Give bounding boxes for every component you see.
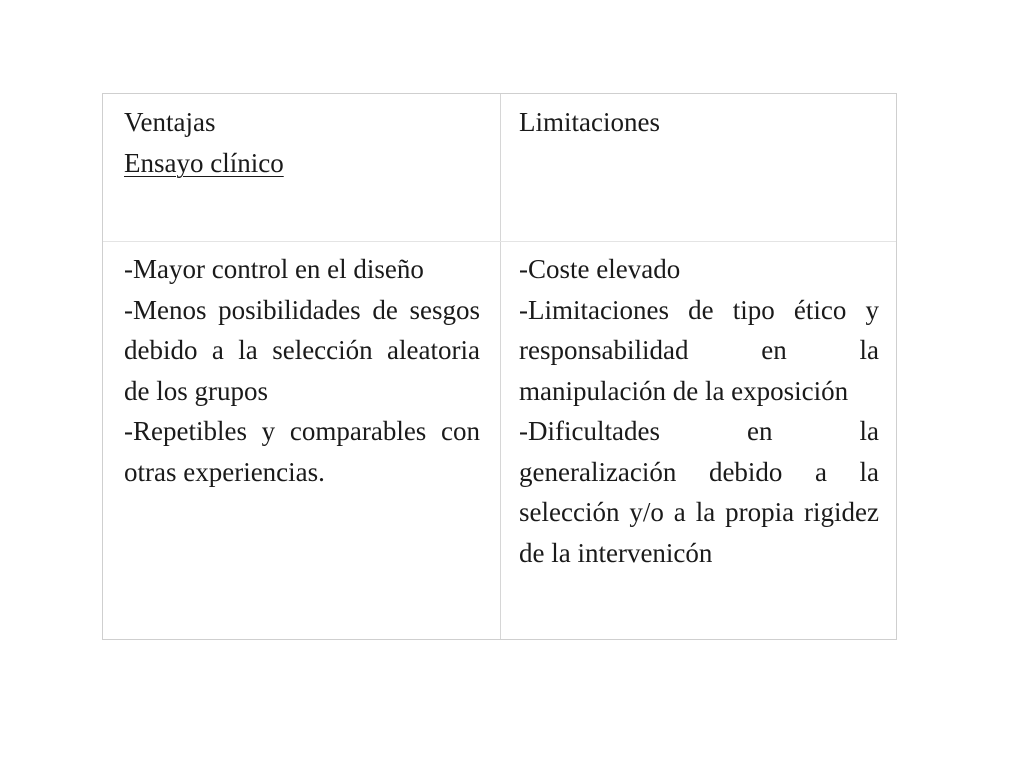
advantage-item: -Repetibles y comparables con otras experiencias. — [124, 416, 480, 487]
trial-type-subheading: Ensayo clínico — [124, 147, 284, 178]
limitation-item: -Limitaciones de tipo ético y responsabilidad en la manipulación de la exposición — [519, 294, 879, 406]
advantage-item: -Mayor control en el diseño — [124, 254, 424, 284]
header-cell-advantages — [124, 102, 480, 183]
row-divider — [103, 241, 896, 242]
advantage-item: -Menos posibilidades de sesgos debido a la selección aleatoria de los grupos — [124, 294, 480, 406]
limitations-heading: Limitaciones — [519, 107, 660, 137]
advantages-heading: Ventajas — [124, 107, 216, 137]
comparison-table — [102, 93, 897, 640]
limitation-item: -Dificultades en la generalización debido a la selección y/o a la propia rigidez de la intervenicón — [519, 416, 879, 568]
advantages-cell — [124, 249, 480, 492]
header-cell-limitations — [519, 102, 879, 143]
column-divider — [500, 94, 501, 639]
limitation-item: -Coste elevado — [519, 254, 681, 284]
limitations-cell — [519, 249, 879, 573]
